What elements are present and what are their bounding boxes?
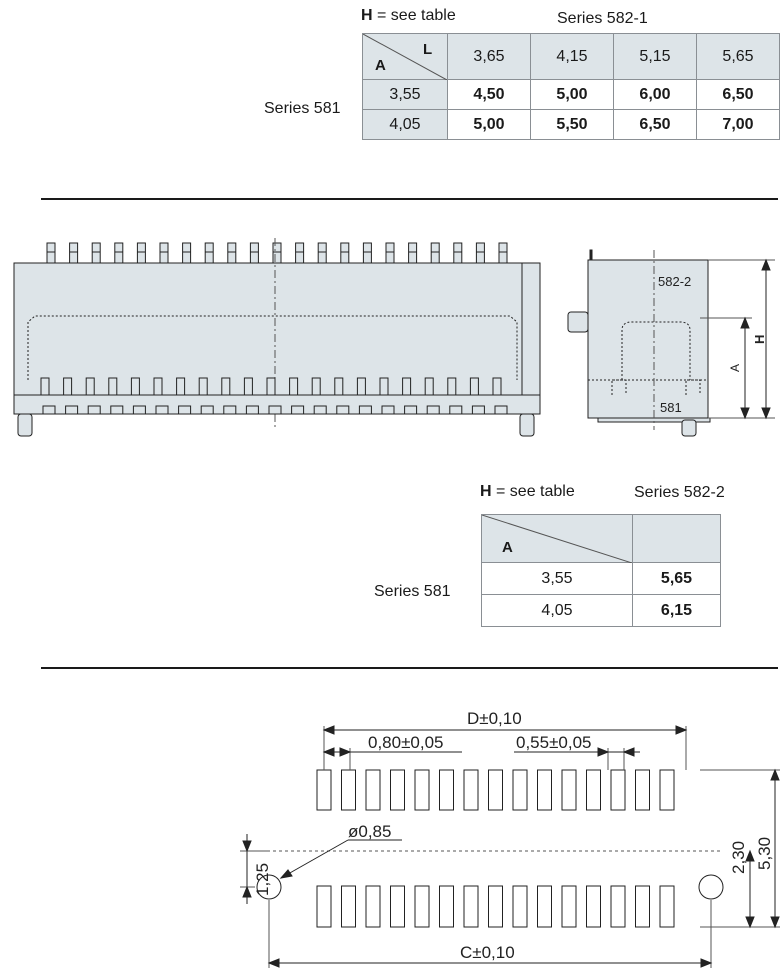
footprint-pad (317, 770, 331, 810)
connector-pin (296, 243, 304, 263)
connector-pin (250, 243, 258, 263)
solder-tail (472, 406, 484, 414)
connector-pin (493, 378, 501, 395)
connector-pin (470, 378, 478, 395)
hole-offset-dim-label: 1,25 (253, 862, 272, 896)
section-divider (41, 198, 778, 200)
connector-pin (244, 378, 252, 395)
solder-tail (156, 406, 168, 414)
connector-pin (363, 243, 371, 263)
table1-cell: 5,00 (448, 110, 531, 140)
footprint-pad (415, 886, 429, 927)
connector-pin (41, 378, 49, 395)
footprint-pad (538, 770, 552, 810)
footprint-pad (562, 770, 576, 810)
connector-pin (131, 378, 139, 395)
table1-col-header: 3,65 (448, 34, 531, 80)
table-row (363, 110, 780, 140)
connector-pin (386, 243, 394, 263)
table1-row-header: 4,05 (363, 110, 448, 140)
solder-tail (224, 406, 236, 414)
solder-tail (179, 406, 191, 414)
table2-series-header: Series 582-2 (634, 484, 725, 501)
connector-pin (476, 243, 484, 263)
table1-cell: 6,50 (614, 110, 697, 140)
connector-pin (335, 378, 343, 395)
left-post (18, 414, 32, 436)
footprint-pad (391, 886, 405, 927)
d-dim-label: D±0,10 (467, 709, 522, 728)
solder-tail (405, 406, 417, 414)
table2-header (480, 483, 575, 501)
h-symbol: H (480, 483, 492, 500)
footprint-pad (636, 886, 650, 927)
connector-pin (64, 378, 72, 395)
footprint-pad (366, 886, 380, 927)
table1-row-series-label: Series 581 (264, 100, 341, 117)
connector-pin (199, 378, 207, 395)
solder-tail (246, 406, 258, 414)
solder-tail (43, 406, 55, 414)
table1-cell: 7,00 (697, 110, 780, 140)
solder-tail (201, 406, 213, 414)
connector-pin (380, 378, 388, 395)
footprint-pad (415, 770, 429, 810)
solder-tail (133, 406, 145, 414)
connector-pin (70, 243, 78, 263)
connector-pin (273, 243, 281, 263)
table1-col-header: 4,15 (531, 34, 614, 80)
footprint-pad (538, 886, 552, 927)
table2 (481, 514, 721, 627)
connector-pin (409, 243, 417, 263)
top-pad-row (317, 770, 674, 810)
table1-row-header: 3,55 (363, 80, 448, 110)
connector-pin (448, 378, 456, 395)
connector-pin (47, 243, 55, 263)
footprint-pad (513, 770, 527, 810)
table2-col-header (633, 515, 721, 563)
footprint-pad (636, 770, 650, 810)
solder-tail (314, 406, 326, 414)
connector-pin (425, 378, 433, 395)
solder-tail (382, 406, 394, 414)
c-dim-label: C±0,10 (460, 943, 515, 962)
connector-drawing (0, 230, 784, 445)
connector-pin (228, 243, 236, 263)
footprint-pad (342, 770, 356, 810)
dim-h-label: H (752, 334, 767, 344)
solder-tail (269, 406, 281, 414)
footprint-pad (366, 770, 380, 810)
connector-pin (431, 243, 439, 263)
footprint-pad (660, 886, 674, 927)
table1-header (361, 7, 456, 25)
h-note: = see table (491, 483, 575, 500)
solder-tail (359, 406, 371, 414)
table1-cell: 6,00 (614, 80, 697, 110)
table1 (362, 33, 780, 140)
table1-cell: 4,50 (448, 80, 531, 110)
connector-pin (92, 243, 100, 263)
connector-pin (222, 378, 230, 395)
connector-pin (341, 243, 349, 263)
connector-pin (403, 378, 411, 395)
footprint-pad (342, 886, 356, 927)
footprint-pad (611, 770, 625, 810)
connector-pin (205, 243, 213, 263)
footprint-pad (513, 886, 527, 927)
top-pins (47, 243, 507, 263)
table1-cell: 6,50 (697, 80, 780, 110)
side-label-581: 581 (660, 400, 682, 415)
footprint-pad (489, 770, 503, 810)
connector-pin (357, 378, 365, 395)
footprint-pad (587, 770, 601, 810)
solder-tail (111, 406, 123, 414)
footprint-pad (587, 886, 601, 927)
table1-col-header: 5,15 (614, 34, 697, 80)
connector-pin (154, 378, 162, 395)
corner-row-label: A (502, 539, 513, 556)
table1-col-header: 5,65 (697, 34, 780, 80)
connector-pin (177, 378, 185, 395)
footprint-pad (440, 770, 454, 810)
footprint-pad (489, 886, 503, 927)
table2-corner-cell (482, 515, 633, 563)
pitch-dim-label: 0,80±0,05 (368, 733, 444, 752)
table2-row-series-label: Series 581 (374, 583, 451, 600)
front-body (14, 263, 540, 395)
table2-row-header: 3,55 (482, 563, 633, 595)
corner-row-label: A (375, 57, 386, 74)
solder-tail (450, 406, 462, 414)
solder-tail (292, 406, 304, 414)
solder-tail (427, 406, 439, 414)
dim-a-label: A (728, 363, 742, 372)
connector-pin (109, 378, 117, 395)
footprint-pad (391, 770, 405, 810)
connector-pin (86, 378, 94, 395)
table2-cell: 6,15 (633, 595, 721, 627)
solder-tail (88, 406, 100, 414)
table1-corner-cell (363, 34, 448, 80)
table-row (482, 563, 721, 595)
side-label-582-2: 582-2 (658, 274, 692, 289)
footprint-pad (440, 886, 454, 927)
pad-width-dim-label: 0,55±0,05 (516, 733, 592, 752)
section-divider (41, 667, 778, 669)
right-hole (699, 875, 723, 899)
connector-pin (267, 378, 275, 395)
footprint-pad (660, 770, 674, 810)
connector-pin (290, 378, 298, 395)
bottom-pad-row (317, 886, 674, 927)
table1-series-header: Series 582-1 (557, 10, 648, 27)
footprint-drawing (0, 690, 784, 973)
solder-tail (66, 406, 78, 414)
table1-cell: 5,00 (531, 80, 614, 110)
table-row (482, 595, 721, 627)
connector-pin (312, 378, 320, 395)
right-post (520, 414, 534, 436)
footprint-pad (464, 886, 478, 927)
solder-tail (337, 406, 349, 414)
footprint-pad (317, 886, 331, 927)
table2-cell: 5,65 (633, 563, 721, 595)
connector-pin (137, 243, 145, 263)
connector-pin (160, 243, 168, 263)
footprint-pad (464, 770, 478, 810)
row-spacing-dim-label: 2,30 (729, 840, 748, 874)
connector-pin (318, 243, 326, 263)
footprint-pad (611, 886, 625, 927)
corner-col-label: L (423, 41, 433, 58)
connector-pin (115, 243, 123, 263)
table-row (363, 80, 780, 110)
h-symbol: H (361, 7, 373, 24)
solder-tail (495, 406, 507, 414)
table2-row-header: 4,05 (482, 595, 633, 627)
total-height-dim-label: 5,30 (755, 836, 774, 870)
connector-pin (454, 243, 462, 263)
table1-cell: 5,50 (531, 110, 614, 140)
footprint-pad (562, 886, 576, 927)
h-note: = see table (372, 7, 456, 24)
connector-pin (499, 243, 507, 263)
hole-dim-label: ø0,85 (348, 822, 392, 841)
connector-pin (183, 243, 191, 263)
